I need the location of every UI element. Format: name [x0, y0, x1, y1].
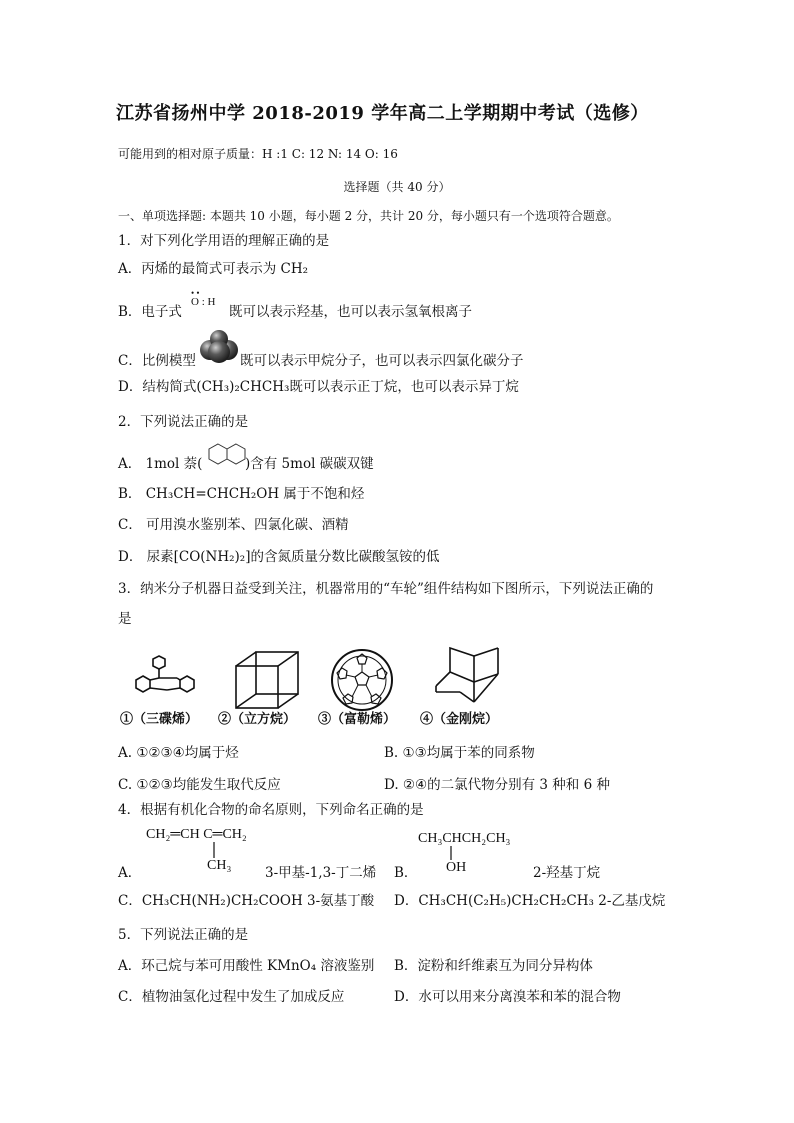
q4-b-structure-main: CH₃CHCH₂CH₃	[418, 831, 511, 846]
triptycene-structure	[133, 654, 199, 698]
figure-label-cubane: ②（立方烷）	[218, 712, 297, 727]
q1-electron-formula: O : H	[191, 296, 216, 308]
figure-label-adamantane: ④（金刚烷）	[420, 712, 499, 727]
q1-stem: 1．对下列化学用语的理解正确的是	[118, 233, 330, 249]
q2-option-a-prefix: A． 1mol 萘(	[118, 456, 203, 472]
q4-a-label: A．	[118, 865, 142, 881]
q3-stem-line2: 是	[118, 611, 132, 627]
q3-option-d: D. ②④的二氯代物分别有 3 种和 6 种	[384, 777, 610, 793]
q2-option-b: B． CH₃CH=CHCH₂OH 属于不饱和烃	[118, 486, 365, 502]
q2-option-d: D． 尿素[CO(NH₂)₂]的含氮质量分数比碳酸氢铵的低	[118, 549, 440, 565]
q4-a-structure-main: CH₂═CH C═CH₂	[146, 827, 247, 842]
cubane-structure	[232, 650, 302, 712]
exam-title: 江苏省扬州中学 2018-2019 学年高二上学期期中考试（选修）	[116, 103, 649, 124]
q3-option-a: A. ①②③④均属于烃	[118, 745, 239, 761]
q2-option-c: C． 可用溴水鉴别苯、四氯化碳、酒精	[118, 517, 349, 533]
q4-stem: 4．根据有机化合物的命名原则，下列命名正确的是	[118, 802, 424, 818]
figure-label-fullerene: ③（富勒烯）	[318, 712, 397, 727]
part1-instructions: 一、单项选择题: 本题共 10 小题，每小题 2 分，共计 20 分，每小题只有一个选项符合题意。	[118, 209, 619, 223]
q5-option-b: B．淀粉和纤维素互为同分异构体	[394, 958, 593, 974]
q1-option-a: A．丙烯的最简式可表示为 CH₂	[118, 261, 309, 277]
q1-option-b-suffix: 既可以表示羟基，也可以表示氢氧根离子	[229, 304, 472, 320]
q4-a-branch-bond	[212, 842, 216, 858]
q5-option-d: D．水可以用来分离溴苯和苯的混合物	[394, 989, 621, 1005]
adamantane-structure	[428, 642, 500, 708]
q2-option-a-suffix: )含有 5mol 碳碳双键	[245, 456, 374, 472]
space-filling-model-icon	[198, 330, 240, 364]
q1-option-b-prefix: B．电子式	[118, 304, 182, 320]
q4-option-c: C．CH₃CH(NH₂)CH₂COOH 3-氨基丁酸	[118, 893, 375, 909]
q4-option-d: D．CH₃CH(C₂H₅)CH₂CH₂CH₃ 2-乙基戊烷	[394, 893, 666, 909]
q4-b-structure-branch: OH	[446, 860, 467, 875]
q3-option-b: B. ①③均属于苯的同系物	[384, 745, 535, 761]
naphthalene-structure-icon	[208, 441, 248, 467]
q5-stem: 5．下列说法正确的是	[118, 927, 249, 943]
q5-option-c: C．植物油氢化过程中发生了加成反应	[118, 989, 345, 1005]
atomic-masses-line: 可能用到的相对原子质量：H :1 C: 12 N: 14 O: 16	[118, 147, 398, 161]
fullerene-structure	[330, 648, 394, 712]
q3-option-c: C. ①②③均能发生取代反应	[118, 777, 281, 793]
q1-option-c-prefix: C．比例模型	[118, 353, 196, 369]
q4-b-label: B．	[394, 865, 418, 881]
q4-a-name: 3-甲基-1,3-丁二烯	[265, 865, 377, 881]
q4-b-name: 2-羟基丁烷	[533, 865, 601, 881]
q3-stem-line1: 3．纳米分子机器日益受到关注，机器常用的“车轮”组件结构如下图所示，下列说法正确的	[118, 581, 654, 597]
q1-option-c-suffix: 既可以表示甲烷分子，也可以表示四氯化碳分子	[240, 353, 524, 369]
q2-stem: 2．下列说法正确的是	[118, 414, 249, 430]
q4-a-structure-branch: CH₃	[207, 858, 232, 873]
q1-electron-dots: • •	[191, 288, 200, 298]
q5-option-a: A．环己烷与苯可用酸性 KMnO₄ 溶液鉴别	[118, 958, 375, 974]
section-title: 选择题（共 40 分）	[343, 180, 451, 194]
q1-option-d: D．结构简式(CH₃)₂CHCH₃既可以表示正丁烷，也可以表示异丁烷	[118, 379, 519, 395]
q4-b-branch-bond	[449, 846, 453, 860]
figure-label-triptycene: ①（三碟烯）	[120, 712, 199, 727]
